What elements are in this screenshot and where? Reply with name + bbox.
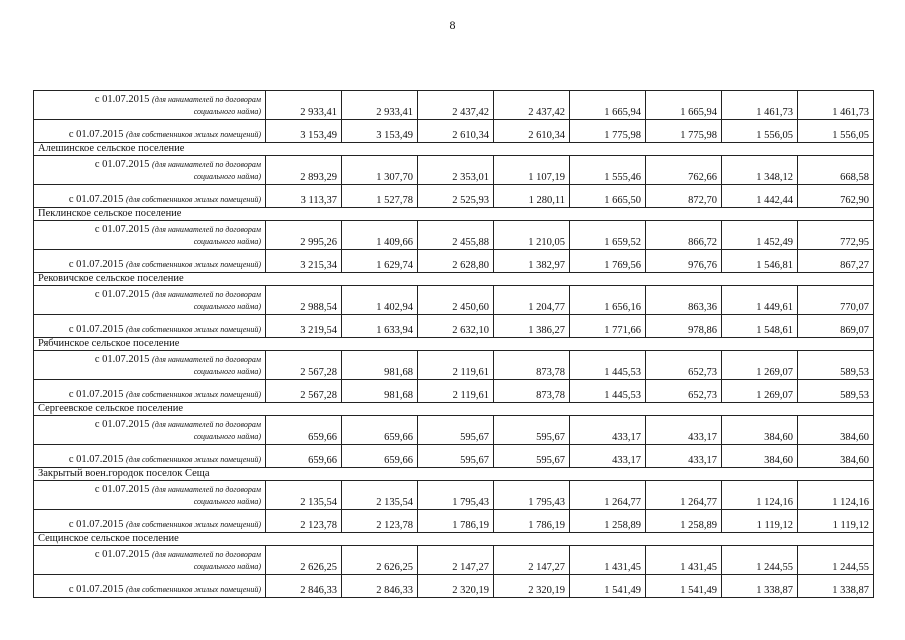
table-row (34, 185, 874, 208)
value-cell: 1 338,87 (798, 575, 874, 598)
value-cell: 2 626,25 (266, 546, 342, 575)
value-cell: 1 795,43 (418, 481, 494, 510)
value-cell: 2 450,60 (418, 286, 494, 315)
value-cell: 3 219,54 (266, 315, 342, 338)
date-label: с 01.07.2015 (68, 389, 124, 400)
value-cell: 2 135,54 (266, 481, 342, 510)
value-cell: 1 665,94 (570, 91, 646, 120)
value-cell: 2 846,33 (342, 575, 418, 598)
date-label: с 01.07.2015 (68, 519, 124, 530)
value-cell: 1 269,07 (722, 351, 798, 380)
value-cell: 2 525,93 (418, 185, 494, 208)
tenant-row-label (34, 416, 266, 445)
value-cell: 2 626,25 (342, 546, 418, 575)
value-cell: 595,67 (418, 445, 494, 468)
tariff-table (33, 90, 874, 598)
owner-row-label (34, 185, 266, 208)
owner-note: (для собственников жилых помещений) (126, 260, 261, 269)
section-header-row (34, 143, 874, 156)
section-title: Сергеевское сельское поселение (34, 403, 874, 416)
tenant-row-label (34, 91, 266, 120)
value-cell: 2 147,27 (494, 546, 570, 575)
value-cell: 1 210,05 (494, 221, 570, 250)
tenant-note: (для нанимателей по договорам (152, 355, 261, 364)
value-cell: 595,67 (418, 416, 494, 445)
value-cell: 2 988,54 (266, 286, 342, 315)
value-cell: 873,78 (494, 351, 570, 380)
value-cell: 2 123,78 (266, 510, 342, 533)
tenant-note: социального найма) (193, 107, 261, 116)
table-row (34, 510, 874, 533)
date-label: с 01.07.2015 (94, 484, 150, 495)
section-title: Рябчинское сельское поселение (34, 338, 874, 351)
section-title: Закрытый воен.городок поселок Сеща (34, 468, 874, 481)
value-cell: 1 786,19 (418, 510, 494, 533)
value-cell: 2 610,34 (494, 120, 570, 143)
value-cell: 2 455,88 (418, 221, 494, 250)
tenant-row-label (34, 546, 266, 575)
owner-note: (для собственников жилых помещений) (126, 520, 261, 529)
value-cell: 2 135,54 (342, 481, 418, 510)
value-cell: 1 107,19 (494, 156, 570, 185)
owner-row-label (34, 445, 266, 468)
value-cell: 1 280,11 (494, 185, 570, 208)
value-cell: 2 123,78 (342, 510, 418, 533)
tenant-note: (для нанимателей по договорам (152, 420, 261, 429)
value-cell: 2 353,01 (418, 156, 494, 185)
tenant-note: социального найма) (193, 497, 261, 506)
value-cell: 659,66 (266, 445, 342, 468)
table-row (34, 416, 874, 445)
section-title: Пеклинское сельское поселение (34, 208, 874, 221)
value-cell: 1 431,45 (570, 546, 646, 575)
value-cell: 1 795,43 (494, 481, 570, 510)
section-header-row (34, 208, 874, 221)
value-cell: 1 409,66 (342, 221, 418, 250)
value-cell: 1 204,77 (494, 286, 570, 315)
tenant-note: социального найма) (193, 562, 261, 571)
value-cell: 3 153,49 (266, 120, 342, 143)
value-cell: 1 452,49 (722, 221, 798, 250)
tenant-note: (для нанимателей по договорам (152, 225, 261, 234)
value-cell: 1 775,98 (646, 120, 722, 143)
value-cell: 1 771,66 (570, 315, 646, 338)
value-cell: 433,17 (570, 416, 646, 445)
value-cell: 1 264,77 (570, 481, 646, 510)
value-cell: 433,17 (646, 445, 722, 468)
value-cell: 659,66 (342, 445, 418, 468)
value-cell: 1 629,74 (342, 250, 418, 273)
tenant-note: (для нанимателей по договорам (152, 550, 261, 559)
value-cell: 1 541,49 (570, 575, 646, 598)
value-cell: 1 445,53 (570, 380, 646, 403)
table-row (34, 286, 874, 315)
owner-row-label (34, 510, 266, 533)
owner-row-label (34, 575, 266, 598)
value-cell: 1 775,98 (570, 120, 646, 143)
owner-row-label (34, 250, 266, 273)
owner-row-label (34, 380, 266, 403)
section-header-row (34, 468, 874, 481)
value-cell: 981,68 (342, 351, 418, 380)
tenant-row-label (34, 286, 266, 315)
value-cell: 1 307,70 (342, 156, 418, 185)
owner-note: (для собственников жилых помещений) (126, 455, 261, 464)
tenant-row-label (34, 481, 266, 510)
value-cell: 1 461,73 (798, 91, 874, 120)
table-row (34, 380, 874, 403)
date-label: с 01.07.2015 (94, 549, 150, 560)
section-header-row (34, 273, 874, 286)
value-cell: 2 893,29 (266, 156, 342, 185)
tenant-note: (для нанимателей по договорам (152, 95, 261, 104)
date-label: с 01.07.2015 (68, 324, 124, 335)
value-cell: 762,66 (646, 156, 722, 185)
value-cell: 1 119,12 (798, 510, 874, 533)
date-label: с 01.07.2015 (68, 194, 124, 205)
date-label: с 01.07.2015 (94, 94, 150, 105)
tenant-note: социального найма) (193, 172, 261, 181)
section-title: Рековичское сельское поселение (34, 273, 874, 286)
value-cell: 1 786,19 (494, 510, 570, 533)
value-cell: 872,70 (646, 185, 722, 208)
tenant-row-label (34, 221, 266, 250)
value-cell: 1 665,50 (570, 185, 646, 208)
value-cell: 770,07 (798, 286, 874, 315)
table-row (34, 546, 874, 575)
value-cell: 1 449,61 (722, 286, 798, 315)
value-cell: 2 147,27 (418, 546, 494, 575)
value-cell: 1 546,81 (722, 250, 798, 273)
value-cell: 772,95 (798, 221, 874, 250)
value-cell: 595,67 (494, 416, 570, 445)
owner-note: (для собственников жилых помещений) (126, 130, 261, 139)
table-row (34, 221, 874, 250)
table-row (34, 120, 874, 143)
value-cell: 589,53 (798, 351, 874, 380)
table-row (34, 315, 874, 338)
date-label: с 01.07.2015 (68, 584, 124, 595)
table-row (34, 250, 874, 273)
date-label: с 01.07.2015 (68, 454, 124, 465)
table-row (34, 91, 874, 120)
date-label: с 01.07.2015 (94, 224, 150, 235)
value-cell: 867,27 (798, 250, 874, 273)
page-number: 8 (449, 18, 456, 32)
value-cell: 2 119,61 (418, 351, 494, 380)
section-title: Сещинское сельское поселение (34, 533, 874, 546)
value-cell: 1 338,87 (722, 575, 798, 598)
tenant-note: (для нанимателей по договорам (152, 160, 261, 169)
value-cell: 1 382,97 (494, 250, 570, 273)
value-cell: 668,58 (798, 156, 874, 185)
value-cell: 2 320,19 (494, 575, 570, 598)
value-cell: 1 461,73 (722, 91, 798, 120)
tenant-note: социального найма) (193, 302, 261, 311)
value-cell: 1 119,12 (722, 510, 798, 533)
owner-note: (для собственников жилых помещений) (126, 195, 261, 204)
tenant-note: (для нанимателей по договорам (152, 485, 261, 494)
tenant-note: (для нанимателей по договорам (152, 290, 261, 299)
tenant-row-label (34, 351, 266, 380)
date-label: с 01.07.2015 (94, 159, 150, 170)
value-cell: 595,67 (494, 445, 570, 468)
value-cell: 3 113,37 (266, 185, 342, 208)
value-cell: 1 665,94 (646, 91, 722, 120)
value-cell: 863,36 (646, 286, 722, 315)
value-cell: 2 320,19 (418, 575, 494, 598)
value-cell: 384,60 (798, 445, 874, 468)
value-cell: 1 555,46 (570, 156, 646, 185)
value-cell: 659,66 (266, 416, 342, 445)
value-cell: 978,86 (646, 315, 722, 338)
value-cell: 2 933,41 (342, 91, 418, 120)
value-cell: 1 258,89 (646, 510, 722, 533)
value-cell: 866,72 (646, 221, 722, 250)
value-cell: 2 610,34 (418, 120, 494, 143)
table-row (34, 351, 874, 380)
value-cell: 1 541,49 (646, 575, 722, 598)
tenant-note: социального найма) (193, 432, 261, 441)
section-header-row (34, 338, 874, 351)
value-cell: 762,90 (798, 185, 874, 208)
value-cell: 3 215,34 (266, 250, 342, 273)
value-cell: 1 769,56 (570, 250, 646, 273)
owner-row-label (34, 315, 266, 338)
value-cell: 433,17 (646, 416, 722, 445)
value-cell: 1 556,05 (798, 120, 874, 143)
date-label: с 01.07.2015 (94, 354, 150, 365)
section-header-row (34, 403, 874, 416)
owner-note: (для собственников жилых помещений) (126, 390, 261, 399)
value-cell: 1 264,77 (646, 481, 722, 510)
value-cell: 2 437,42 (418, 91, 494, 120)
tenant-row-label (34, 156, 266, 185)
tenant-note: социального найма) (193, 237, 261, 246)
value-cell: 2 846,33 (266, 575, 342, 598)
value-cell: 2 933,41 (266, 91, 342, 120)
table-row (34, 575, 874, 598)
value-cell: 1 431,45 (646, 546, 722, 575)
value-cell: 1 633,94 (342, 315, 418, 338)
value-cell: 2 567,28 (266, 380, 342, 403)
value-cell: 873,78 (494, 380, 570, 403)
value-cell: 869,07 (798, 315, 874, 338)
value-cell: 1 244,55 (722, 546, 798, 575)
date-label: с 01.07.2015 (94, 289, 150, 300)
value-cell: 2 567,28 (266, 351, 342, 380)
owner-note: (для собственников жилых помещений) (126, 325, 261, 334)
table-row (34, 481, 874, 510)
date-label: с 01.07.2015 (94, 419, 150, 430)
value-cell: 1 556,05 (722, 120, 798, 143)
section-title: Алешинское сельское поселение (34, 143, 874, 156)
value-cell: 1 124,16 (798, 481, 874, 510)
value-cell: 3 153,49 (342, 120, 418, 143)
owner-note: (для собственников жилых помещений) (126, 585, 261, 594)
value-cell: 652,73 (646, 351, 722, 380)
value-cell: 1 659,52 (570, 221, 646, 250)
section-header-row (34, 533, 874, 546)
value-cell: 1 402,94 (342, 286, 418, 315)
value-cell: 976,76 (646, 250, 722, 273)
value-cell: 652,73 (646, 380, 722, 403)
tariff-table-body (34, 91, 874, 598)
value-cell: 433,17 (570, 445, 646, 468)
value-cell: 1 442,44 (722, 185, 798, 208)
value-cell: 1 527,78 (342, 185, 418, 208)
value-cell: 659,66 (342, 416, 418, 445)
value-cell: 1 656,16 (570, 286, 646, 315)
value-cell: 1 386,27 (494, 315, 570, 338)
value-cell: 2 437,42 (494, 91, 570, 120)
table-row (34, 156, 874, 185)
value-cell: 2 628,80 (418, 250, 494, 273)
value-cell: 1 244,55 (798, 546, 874, 575)
tenant-note: социального найма) (193, 367, 261, 376)
value-cell: 1 548,61 (722, 315, 798, 338)
value-cell: 1 258,89 (570, 510, 646, 533)
value-cell: 384,60 (798, 416, 874, 445)
value-cell: 1 269,07 (722, 380, 798, 403)
value-cell: 384,60 (722, 416, 798, 445)
value-cell: 2 119,61 (418, 380, 494, 403)
date-label: с 01.07.2015 (68, 129, 124, 140)
value-cell: 981,68 (342, 380, 418, 403)
value-cell: 589,53 (798, 380, 874, 403)
owner-row-label (34, 120, 266, 143)
value-cell: 1 348,12 (722, 156, 798, 185)
date-label: с 01.07.2015 (68, 259, 124, 270)
value-cell: 2 995,26 (266, 221, 342, 250)
value-cell: 1 445,53 (570, 351, 646, 380)
value-cell: 2 632,10 (418, 315, 494, 338)
value-cell: 1 124,16 (722, 481, 798, 510)
value-cell: 384,60 (722, 445, 798, 468)
table-row (34, 445, 874, 468)
